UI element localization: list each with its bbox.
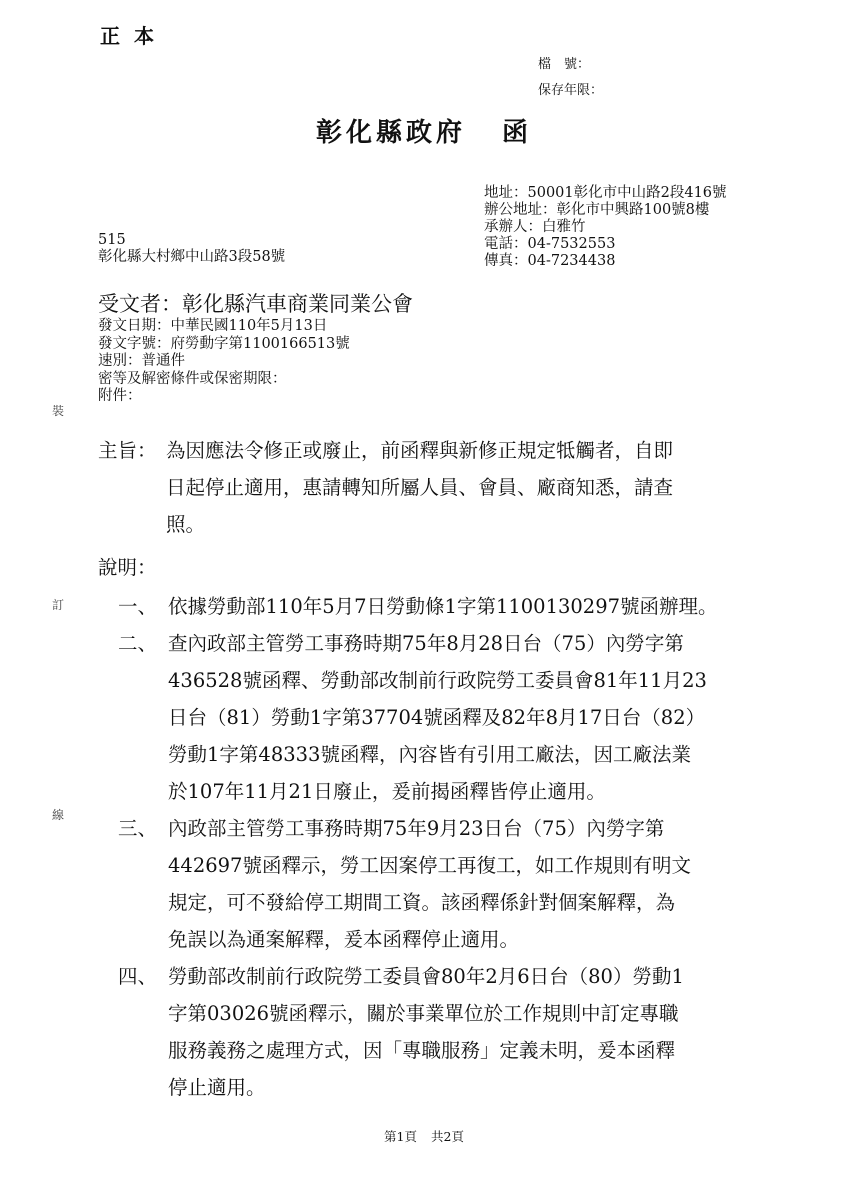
secrecy-level: 密等及解密條件或保密期限： [98,370,287,387]
item-number: 四、 [118,965,158,988]
recipient-address [98,232,285,266]
subject-line: 日起停止適用，惠請轉知所屬人員、會員、廠商知悉，請查 [166,476,674,499]
item-line: 日台（81）勞動1字第37704號函釋及82年8月17日台（82） [168,706,706,729]
page-number: 第1頁 [384,1129,417,1144]
document-type: 函 [502,118,533,148]
subject-section [98,432,778,543]
item-line: 免誤以為通案解釋，爰本函釋停止適用。 [168,928,520,951]
item-line: 勞動1字第48333號函釋，內容皆有引用工廠法，因工廠法業 [168,743,691,766]
document-meta [98,318,350,406]
explanation-item [98,588,778,625]
recipient-postal-code: 515 [98,232,126,248]
issue-date: 發文日期：中華民國110年5月13日 [98,318,328,334]
subject-label: 主旨： [98,439,157,462]
explanation-item [98,810,778,958]
subject-line: 為因應法令修正或廢止，前函釋與新修正規定牴觸者，自即 [166,439,674,462]
item-number: 二、 [118,632,158,655]
item-line: 442697號函釋示，勞工因案停工再復工，如工作規則有明文 [168,854,691,877]
item-line: 服務義務之處理方式，因「專職服務」定義未明，爰本函釋 [168,1039,676,1062]
explanation-item [98,958,778,1106]
sender-office: 辦公地址：彰化市中興路100號8樓 [484,202,710,218]
item-line: 字第03026號函釋示，關於事業單位於工作規則中訂定專職 [168,1002,679,1025]
item-line: 436528號函釋、勞動部改制前行政院勞工委員會81年11月23 [168,669,707,692]
total-pages: 共2頁 [431,1129,464,1144]
sender-address: 地址：50001彰化市中山路2段416號 [484,185,727,201]
attachment: 附件： [98,388,142,404]
item-number: 一、 [118,595,158,618]
subject-line: 照。 [166,513,206,536]
binding-mark-xian: 線 [52,808,65,822]
item-line: 查內政部主管勞工事務時期75年8月28日台（75）內勞字第 [168,632,684,655]
binding-mark-zhuang: 裝 [52,404,65,418]
item-line: 於107年11月21日廢止，爰前揭函釋皆停止適用。 [168,780,606,803]
document-body [98,432,778,1106]
agency-name: 彰化縣政府 [315,118,466,148]
explanation-item [98,625,778,810]
document-number: 發文字號：府勞動字第1100166513號 [98,335,350,352]
sender-handler: 承辦人：白雅竹 [484,219,586,235]
item-line: 規定，可不發給停工期間工資。該函釋係針對個案解釋，為 [168,891,676,914]
item-line: 內政部主管勞工事務時期75年9月23日台（75）內勞字第 [168,817,665,840]
sender-fax: 傳真：04-7234438 [484,253,616,269]
file-info [538,52,603,104]
page-footer [0,1127,848,1145]
item-line: 勞動部改制前行政院勞工委員會80年2月6日台（80）勞動1 [168,965,684,988]
recipient: 受文者：彰化縣汽車商業同業公會 [98,292,413,316]
sender-phone: 電話：04-7532553 [484,236,616,252]
item-number: 三、 [118,817,158,840]
file-number-label: 檔 號： [538,57,591,72]
sender-info [484,185,727,270]
retention-label: 保存年限： [538,83,604,98]
delivery-speed: 速別：普通件 [98,353,185,369]
document-title [0,112,848,149]
copy-mark: 正本 [100,24,168,48]
item-line: 依據勞動部110年5月7日勞動條1字第1100130297號函辦理。 [168,595,718,618]
item-line: 停止適用。 [168,1076,266,1099]
binding-mark-ding: 訂 [52,598,65,612]
explanation-label: 說明： [98,556,157,579]
recipient-street: 彰化縣大村鄉中山路3段58號 [98,249,286,265]
